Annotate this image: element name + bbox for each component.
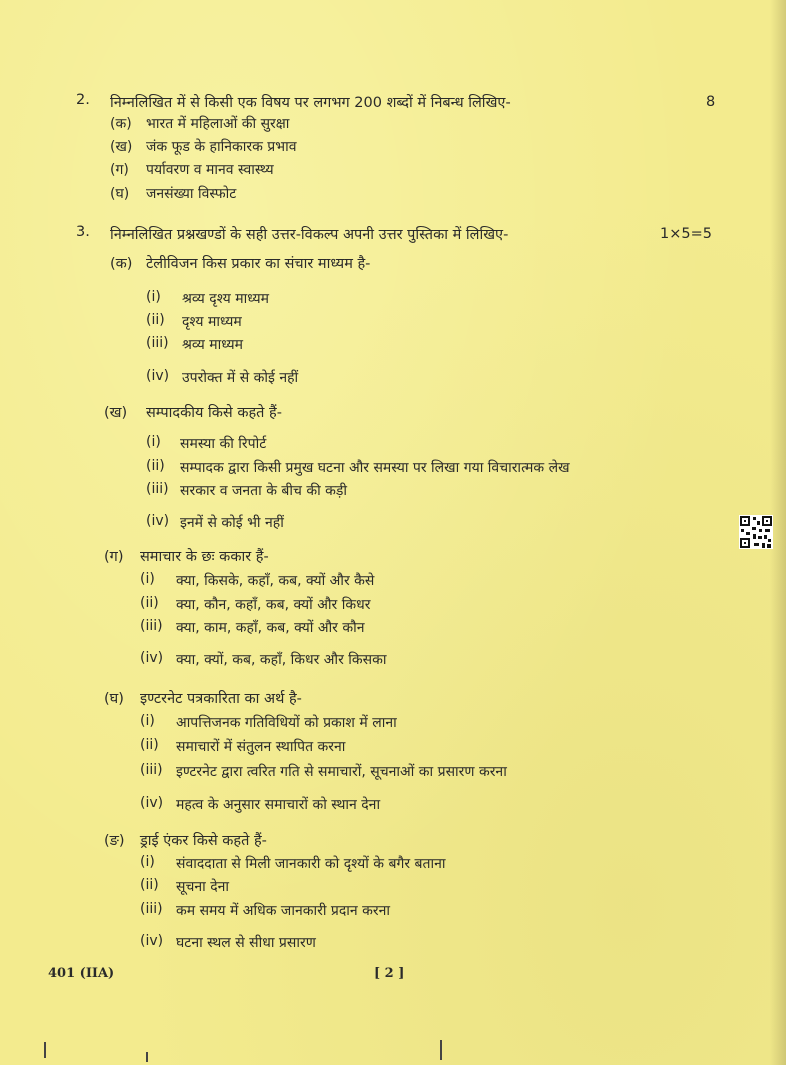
scan-mark — [440, 1040, 442, 1060]
scan-mark — [146, 1052, 148, 1062]
choice-label: (ii) — [146, 312, 165, 328]
choice-text: क्या, क्यों, कब, कहाँ, किधर और किसका — [176, 652, 387, 668]
choice-text: क्या, काम, कहाँ, कब, क्यों और कौन — [176, 620, 365, 636]
q2-option-label: (क) — [110, 116, 132, 132]
choice-label: (iv) — [140, 933, 164, 949]
choice-label: (iv) — [140, 795, 164, 811]
choice-label: (i) — [140, 571, 155, 587]
choice-label: (i) — [146, 434, 161, 450]
q2-option-text: पर्यावरण व मानव स्वास्थ्य — [146, 162, 274, 178]
choice-label: (iii) — [146, 481, 169, 497]
part-label: (ग) — [104, 549, 124, 565]
question-2-number: 2. — [76, 92, 90, 108]
part-label: (ङ) — [104, 833, 125, 849]
choice-text: कम समय में अधिक जानकारी प्रदान करना — [176, 903, 391, 919]
q2-option-text: जनसंख्या विस्फोट — [146, 186, 237, 202]
choice-text: महत्व के अनुसार समाचारों को स्थान देना — [176, 797, 381, 813]
choice-text: घटना स्थल से सीधा प्रसारण — [176, 935, 316, 951]
q2-option-text: जंक फूड के हानिकारक प्रभाव — [146, 139, 297, 155]
choice-label: (ii) — [146, 458, 165, 474]
choice-text: श्रव्य माध्यम — [182, 337, 244, 353]
choice-text: सम्पादक द्वारा किसी प्रमुख घटना और समस्या पर लिखा गया विचारात्मक लेख — [180, 460, 570, 476]
part-label: (क) — [110, 256, 133, 272]
question-3-number: 3. — [76, 224, 90, 240]
paper-code: 401 (IIA) — [48, 966, 115, 981]
part-question: सम्पादकीय किसे कहते हैं- — [146, 405, 282, 421]
scan-mark — [44, 1042, 46, 1058]
page-number: [ 2 ] — [374, 966, 405, 981]
choice-label: (i) — [146, 289, 161, 305]
choice-label: (ii) — [140, 877, 159, 893]
part-label: (घ) — [104, 691, 124, 707]
choice-label: (ii) — [140, 737, 159, 753]
choice-text: आपत्तिजनक गतिविधियों को प्रकाश में लाना — [176, 715, 397, 731]
choice-text: संवाददाता से मिली जानकारी को दृश्यों के बगैर बताना — [176, 856, 446, 872]
q2-option-label: (ग) — [110, 162, 129, 178]
choice-label: (iii) — [140, 618, 163, 634]
q2-option-label: (घ) — [110, 186, 130, 202]
choice-text: श्रव्य दृश्य माध्यम — [182, 291, 269, 307]
choice-label: (ii) — [140, 595, 159, 611]
choice-text: क्या, कौन, कहाँ, कब, क्यों और किधर — [176, 597, 371, 613]
part-label: (ख) — [104, 405, 128, 421]
choice-label: (iv) — [146, 368, 170, 384]
choice-label: (iii) — [146, 335, 169, 351]
question-3-text: निम्नलिखित प्रश्नखण्डों के सही उत्तर-विकल्प अपनी उत्तर पुस्तिका में लिखिए- — [110, 227, 509, 243]
question-3-marks: 1×5=5 — [660, 226, 712, 242]
choice-label: (i) — [140, 713, 155, 729]
choice-label: (iii) — [140, 901, 163, 917]
choice-text: उपरोक्त में से कोई नहीं — [182, 370, 299, 386]
choice-text: इनमें से कोई भी नहीं — [180, 515, 284, 531]
choice-label: (iv) — [146, 513, 170, 529]
choice-text: सरकार व जनता के बीच की कड़ी — [180, 483, 348, 499]
choice-text: इण्टरनेट द्वारा त्वरित गति से समाचारों, सूचनाओं का प्रसारण करना — [176, 764, 507, 780]
choice-text: समस्या की रिपोर्ट — [180, 436, 267, 452]
part-question: समाचार के छः ककार हैं- — [140, 549, 269, 565]
question-2-marks: 8 — [706, 94, 716, 110]
q2-option-label: (ख) — [110, 139, 133, 155]
qr-code-icon — [739, 515, 773, 549]
choice-text: दृश्य माध्यम — [182, 314, 242, 330]
choice-text: क्या, किसके, कहाँ, कब, क्यों और कैसे — [176, 573, 375, 589]
part-question: टेलीविजन किस प्रकार का संचार माध्यम है- — [146, 256, 371, 272]
part-question: इण्टरनेट पत्रकारिता का अर्थ है- — [140, 691, 302, 707]
choice-label: (iii) — [140, 762, 163, 778]
part-question: ड्राई एंकर किसे कहते हैं- — [140, 833, 267, 849]
choice-text: सूचना देना — [176, 879, 230, 895]
q2-option-text: भारत में महिलाओं की सुरक्षा — [146, 116, 290, 132]
choice-text: समाचारों में संतुलन स्थापित करना — [176, 739, 346, 755]
choice-label: (i) — [140, 854, 155, 870]
question-2-text: निम्नलिखित में से किसी एक विषय पर लगभग 200 शब्दों में निबन्ध लिखिए- — [110, 95, 511, 111]
choice-label: (iv) — [140, 650, 164, 666]
